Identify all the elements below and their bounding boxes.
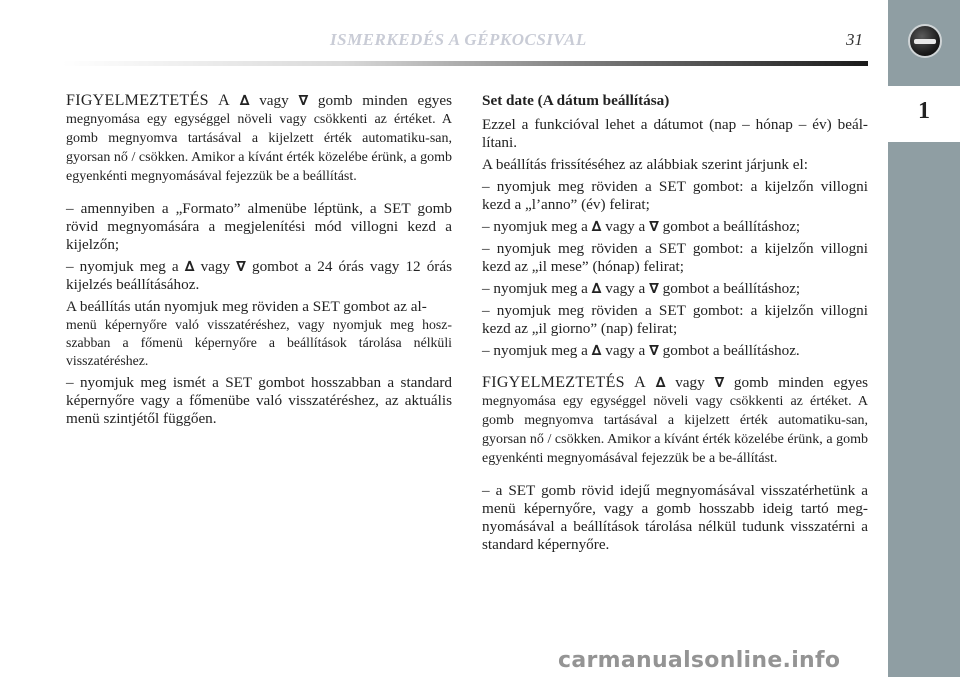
down-arrow-icon: ∇ — [714, 375, 725, 391]
down-arrow-icon: ∇ — [298, 93, 309, 109]
warning-tail: gomb minden egyes — [317, 92, 453, 109]
paragraph: – nyomjuk meg ismét a SET gombot hosszabban a standard képernyőre vagy a főmenübe való visszatéréshez, az aktuális menü szintjétől függően. — [66, 374, 452, 427]
paragraph: – nyomjuk meg röviden a SET gombot: a kijelzőn villogni kezd az „il mese” (hónap) felirat; — [482, 240, 868, 275]
paragraph — [482, 342, 868, 360]
header-rule — [62, 61, 868, 66]
down-arrow-icon: ∇ — [236, 259, 246, 275]
warning-paragraph — [482, 374, 868, 468]
text: vagy a — [605, 280, 646, 297]
down-arrow-icon: ∇ — [649, 343, 659, 359]
paragraph: Ezzel a funkcióval lehet a dátumot (nap – hónap – év) beál-lítani. — [482, 116, 868, 151]
paragraph — [482, 218, 868, 236]
paragraph — [482, 280, 868, 298]
left-column — [66, 92, 452, 432]
text: gombot a 24 órás vagy 12 órás kijelzés beállításához. — [66, 258, 453, 293]
up-arrow-icon: ∆ — [591, 281, 602, 297]
up-arrow-icon: ∆ — [655, 375, 666, 391]
up-arrow-icon: ∆ — [239, 93, 250, 109]
chapter-sidebar — [888, 0, 960, 677]
text: gombot a beállításhoz; — [662, 218, 801, 235]
text: vagy a — [605, 342, 646, 359]
page-number: 31 — [846, 30, 863, 49]
up-arrow-icon: ∆ — [591, 219, 602, 235]
paragraph: – nyomjuk meg röviden a SET gombot: a kijelzőn villogni kezd a „l’anno” (év) felirat; — [482, 178, 868, 213]
up-arrow-icon: ∆ — [591, 343, 602, 359]
lancia-logo-icon — [908, 24, 942, 58]
section-heading: Set date (A dátum beállítása) — [482, 92, 670, 109]
paragraph: A beállítás frissítéséhez az alábbiak szerint járjunk el: — [482, 156, 808, 173]
warning-rest: megnyomása egy egységgel növeli vagy csökkenti az értéket. A gomb megnyomva tartásával a kijelzett érték automatiku-san, gyorsan nő / csökken. Amikor a kívánt érték közelébe érünk, a gomb egyenkénti megnyomásával fejezzük be a be-állítást. — [482, 394, 868, 466]
text: gombot a beállításhoz; — [662, 280, 801, 297]
paragraph: A beállítás után nyomjuk meg röviden a SET gombot az al- — [66, 298, 427, 315]
warning-lead: FIGYELMEZTETÉS A — [66, 92, 231, 109]
paragraph — [66, 258, 452, 294]
right-column — [482, 92, 868, 558]
text: – nyomjuk meg a — [482, 280, 588, 297]
text: – nyomjuk meg a — [66, 258, 179, 275]
warning-paragraph — [66, 92, 452, 186]
text: vagy — [200, 258, 231, 275]
text: vagy a — [605, 218, 646, 235]
warning-vagy: vagy — [675, 374, 705, 391]
warning-lead: FIGYELMEZTETÉS A — [482, 374, 647, 391]
paragraph: menü képernyőre való visszatéréshez, vagy nyomjuk meg hosz-szabban a főmenü képernyőre a beállítások tárolása nélküli visszatéréshez. — [66, 317, 452, 368]
text: – nyomjuk meg a — [482, 342, 588, 359]
text: – nyomjuk meg a — [482, 218, 588, 235]
warning-rest: megnyomása egy egységgel növeli vagy csökkenti az értéket. A gomb megnyomva tartásával a kijelzett érték automatiku-san, gyorsan nő / csökken. Amikor a kívánt érték közelébe érünk, a gomb egyenkénti megnyomásával fejezzük be a beállítást. — [66, 112, 452, 184]
down-arrow-icon: ∇ — [649, 281, 659, 297]
warning-tail: gomb minden egyes — [733, 374, 869, 391]
paragraph: – amennyiben a „Formato” almenübe léptünk, a SET gomb rövid megnyomására a megjelenítési mód villogni kezd a kijelzőn; — [66, 200, 452, 253]
header-title: ISMERKEDÉS A GÉPKOCSIVAL — [330, 30, 587, 49]
watermark: carmanualsonline.info — [558, 648, 841, 673]
down-arrow-icon: ∇ — [649, 219, 659, 235]
up-arrow-icon: ∆ — [184, 259, 195, 275]
text: gombot a beállításhoz. — [662, 342, 800, 359]
chapter-number: 1 — [918, 98, 930, 124]
warning-vagy: vagy — [259, 92, 289, 109]
paragraph: – nyomjuk meg röviden a SET gombot: a kijelzőn villogni kezd az „il giorno” (nap) felirat; — [482, 302, 868, 337]
paragraph: – a SET gomb rövid idejű megnyomásával visszatérhetünk a menü képernyőre, vagy a gomb hosszabb ideig tartó meg-nyomásával a beállítások tárolása nélkül tudunk visszatérni a standard képernyőre. — [482, 482, 868, 553]
